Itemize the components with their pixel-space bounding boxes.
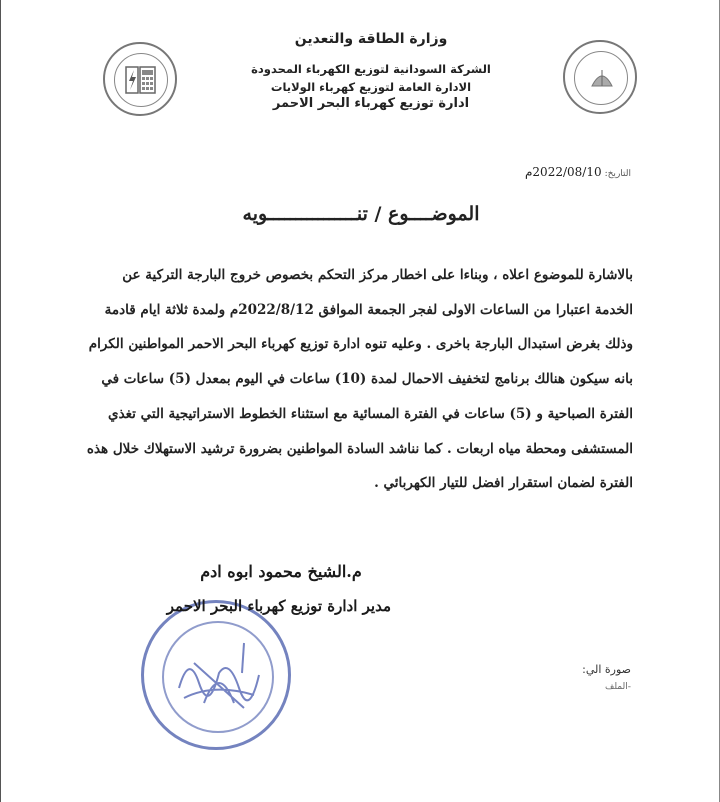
official-stamp-icon xyxy=(141,600,291,750)
ministry-logo-icon xyxy=(563,40,637,114)
subject-heading: الموضــــوع / تنــــــــــــــــويه xyxy=(242,203,480,225)
lightning-meter-icon xyxy=(125,64,157,96)
body-line: وذلك بغرض استبدال البارجة باخرى . وعليه تنوه ادارة توزيع كهرباء البحر الاحمر المواطنين الكرام xyxy=(88,336,633,353)
body-line: المستشفى ومحطة مياه اربعات . كما نناشد السادة المواطنين بضرورة ترشيد الاستهلاك خلال هذه xyxy=(86,440,633,457)
cc-label: صورة الي: xyxy=(582,663,631,676)
ministry-name: وزارة الطاقة والتعدين xyxy=(294,31,448,47)
body-line: الخدمة اعتبارا من الساعات الاولى لفجر الجمعة الموافق 2022/8/12م ولمدة ثلاثة ايام قادمة xyxy=(104,301,633,318)
date-label: التاريخ: xyxy=(604,169,631,179)
signature-scribble-icon xyxy=(144,603,294,753)
signatory-name: م.الشيخ محمود ابوه ادم xyxy=(200,562,362,581)
body-line: الفترة الصباحية و (5) ساعات في الفترة المسائية مع استثناء الخطوط الاستراتيجية التي تغذي xyxy=(108,405,633,422)
company-name: الشركة السودانية لتوزيع الكهرباء المحدودة xyxy=(251,62,491,76)
letter-date xyxy=(525,165,631,179)
dome-emblem-icon xyxy=(589,64,615,90)
body-line: الفترة لضمان استقرار افضل للتيار الكهربائي . xyxy=(374,475,633,492)
cc-file: -الملف xyxy=(605,682,631,692)
date-value: 2022/08/10م xyxy=(524,165,602,179)
company-logo-icon xyxy=(103,42,177,116)
department-name: ادارة توزيع كهرباء البحر الاحمر xyxy=(272,96,470,111)
body-line: بانه سيكون هنالك برنامج لتخفيف الاحمال لمدة (10) ساعات في اليوم بمعدل (5) ساعات في xyxy=(101,371,633,388)
signatory-title: مدير ادارة توزيع كهرباء البحر الاحمر xyxy=(166,597,391,615)
notice-body xyxy=(86,258,633,501)
copy-to xyxy=(582,663,631,692)
body-line: بالاشارة للموضوع اعلاه ، وبناءا على اخطار مركز التحكم بخصوص خروج البارجة التركية عن xyxy=(122,267,633,283)
general-administration: الادارة العامة لتوزيع كهرباء الولايات xyxy=(270,80,472,94)
